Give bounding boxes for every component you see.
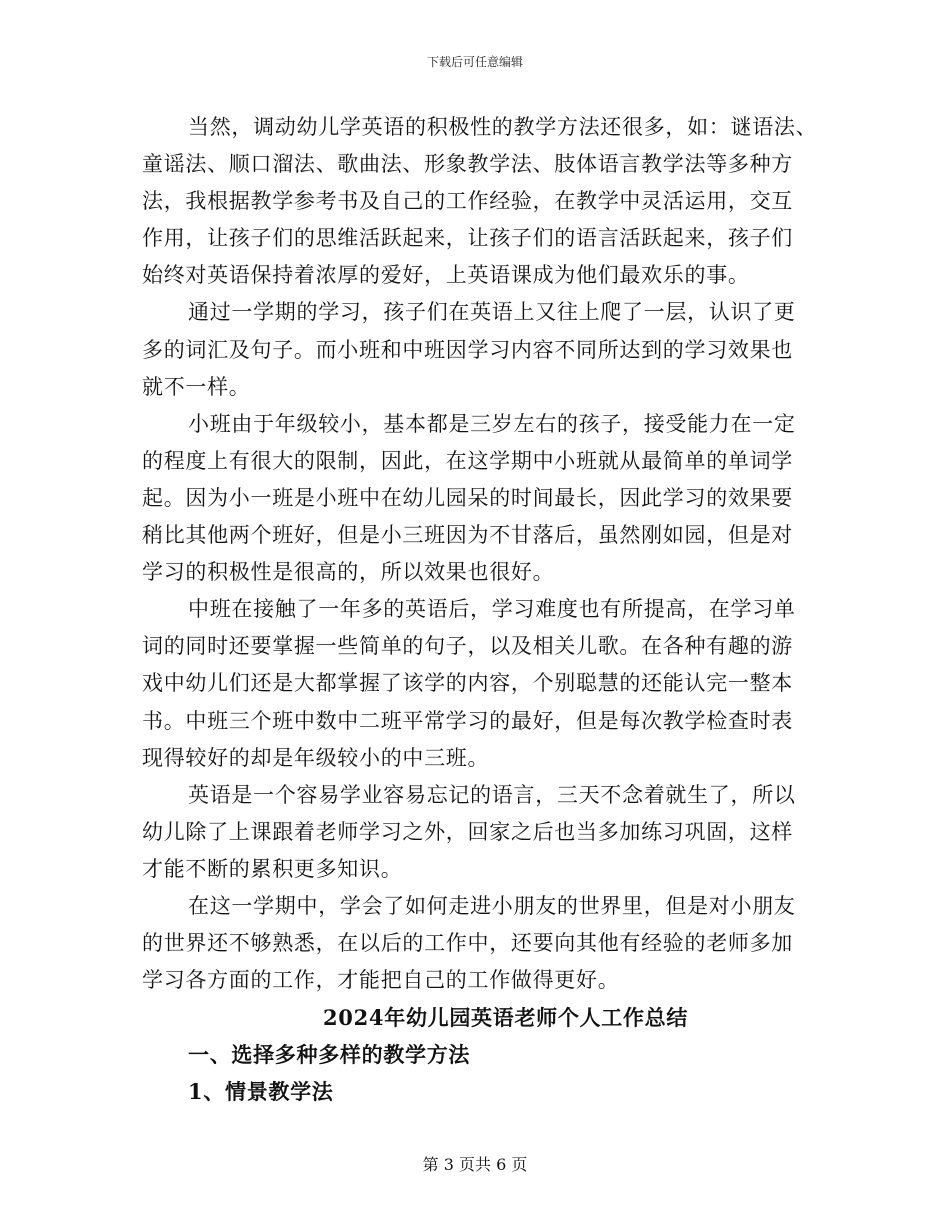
paragraph-line: 在这一学期中，学会了如何走进小朋友的世界里，但是对小朋友 (188, 893, 796, 918)
paragraph (142, 109, 842, 294)
page-number: 第 3 页共 6 页 (422, 1155, 528, 1174)
paragraph-line: 法，我根据教学参考书及自己的工作经验，在教学中灵活运用，交互 (142, 189, 793, 214)
paragraph-line: 的程度上有很大的限制，因此，在这学期中小班就从最简单的单词学 (142, 448, 793, 473)
section-heading: 一、选择多种多样的教学方法 (188, 1042, 471, 1068)
document-title: 2024年幼儿园英语老师个人工作总结 (323, 1005, 689, 1031)
paragraph (142, 888, 842, 999)
paragraph-line: 英语是一个容易学业容易忘记的语言，三天不念着就生了，所以 (188, 782, 796, 807)
paragraph-line: 始终对英语保持着浓厚的爱好，上英语课成为他们最欢乐的事。 (142, 263, 750, 288)
page-header-note: 下载后可任意编辑 (426, 55, 523, 69)
paragraph-line: 起。因为小一班是小班中在幼儿园呆的时间最长，因此学习的效果要 (142, 485, 793, 510)
paragraph-line: 书。中班三个班中数中二班平常学习的最好，但是每次教学检查时表 (142, 708, 793, 733)
paragraph-line: 通过一学期的学习，孩子们在英语上又往上爬了一层，认识了更 (188, 300, 796, 325)
paragraph-line: 学习各方面的工作，才能把自己的工作做得更好。 (142, 968, 620, 993)
paragraph-line: 才能不断的累积更多知识。 (142, 856, 403, 881)
paragraph-line: 多的词汇及句子。而小班和中班因学习内容不同所达到的学习效果也 (142, 337, 793, 362)
paragraph-line: 中班在接触了一年多的英语后，学习难度也有所提高，在学习单 (188, 597, 796, 622)
paragraph-line: 词的同时还要掌握一些简单的句子，以及相关儿歌。在各种有趣的游 (142, 634, 793, 659)
paragraph-line: 幼儿除了上课跟着老师学习之外，回家之后也当多加练习巩固，这样 (142, 819, 793, 844)
paragraph-line: 稍比其他两个班好，但是小三班因为不甘落后，虽然刚如园，但是对 (142, 523, 793, 548)
paragraph-line: 当然，调动幼儿学英语的积极性的教学方法还很多，如：谜语法、 (188, 115, 818, 139)
paragraph-line: 就不一样。 (142, 374, 251, 399)
paragraph-line: 学习的积极性是很高的，所以效果也很好。 (142, 560, 555, 585)
paragraph-line: 现得较好的却是年级较小的中三班。 (142, 745, 490, 770)
document-body (142, 109, 842, 1111)
paragraph-line: 小班由于年级较小，基本都是三岁左右的孩子，接受能力在一定 (188, 411, 796, 436)
paragraph-line: 童谣法、顺口溜法、歌曲法、形象教学法、肢体语言教学法等多种方 (142, 152, 793, 177)
paragraph-line: 戏中幼儿们还是大都掌握了该学的内容，个别聪慧的还能认完一整本 (142, 671, 793, 696)
paragraph-line: 作用，让孩子们的思维活跃起来，让孩子们的语言活跃起来，孩子们 (142, 226, 793, 251)
subsection-heading: 1、情景教学法 (188, 1079, 334, 1105)
paragraph-line: 的世界还不够熟悉，在以后的工作中，还要向其他有经验的老师多加 (142, 931, 793, 956)
paragraph (142, 777, 842, 888)
paragraph (142, 294, 842, 405)
paragraph (142, 406, 842, 591)
paragraph (142, 591, 842, 776)
